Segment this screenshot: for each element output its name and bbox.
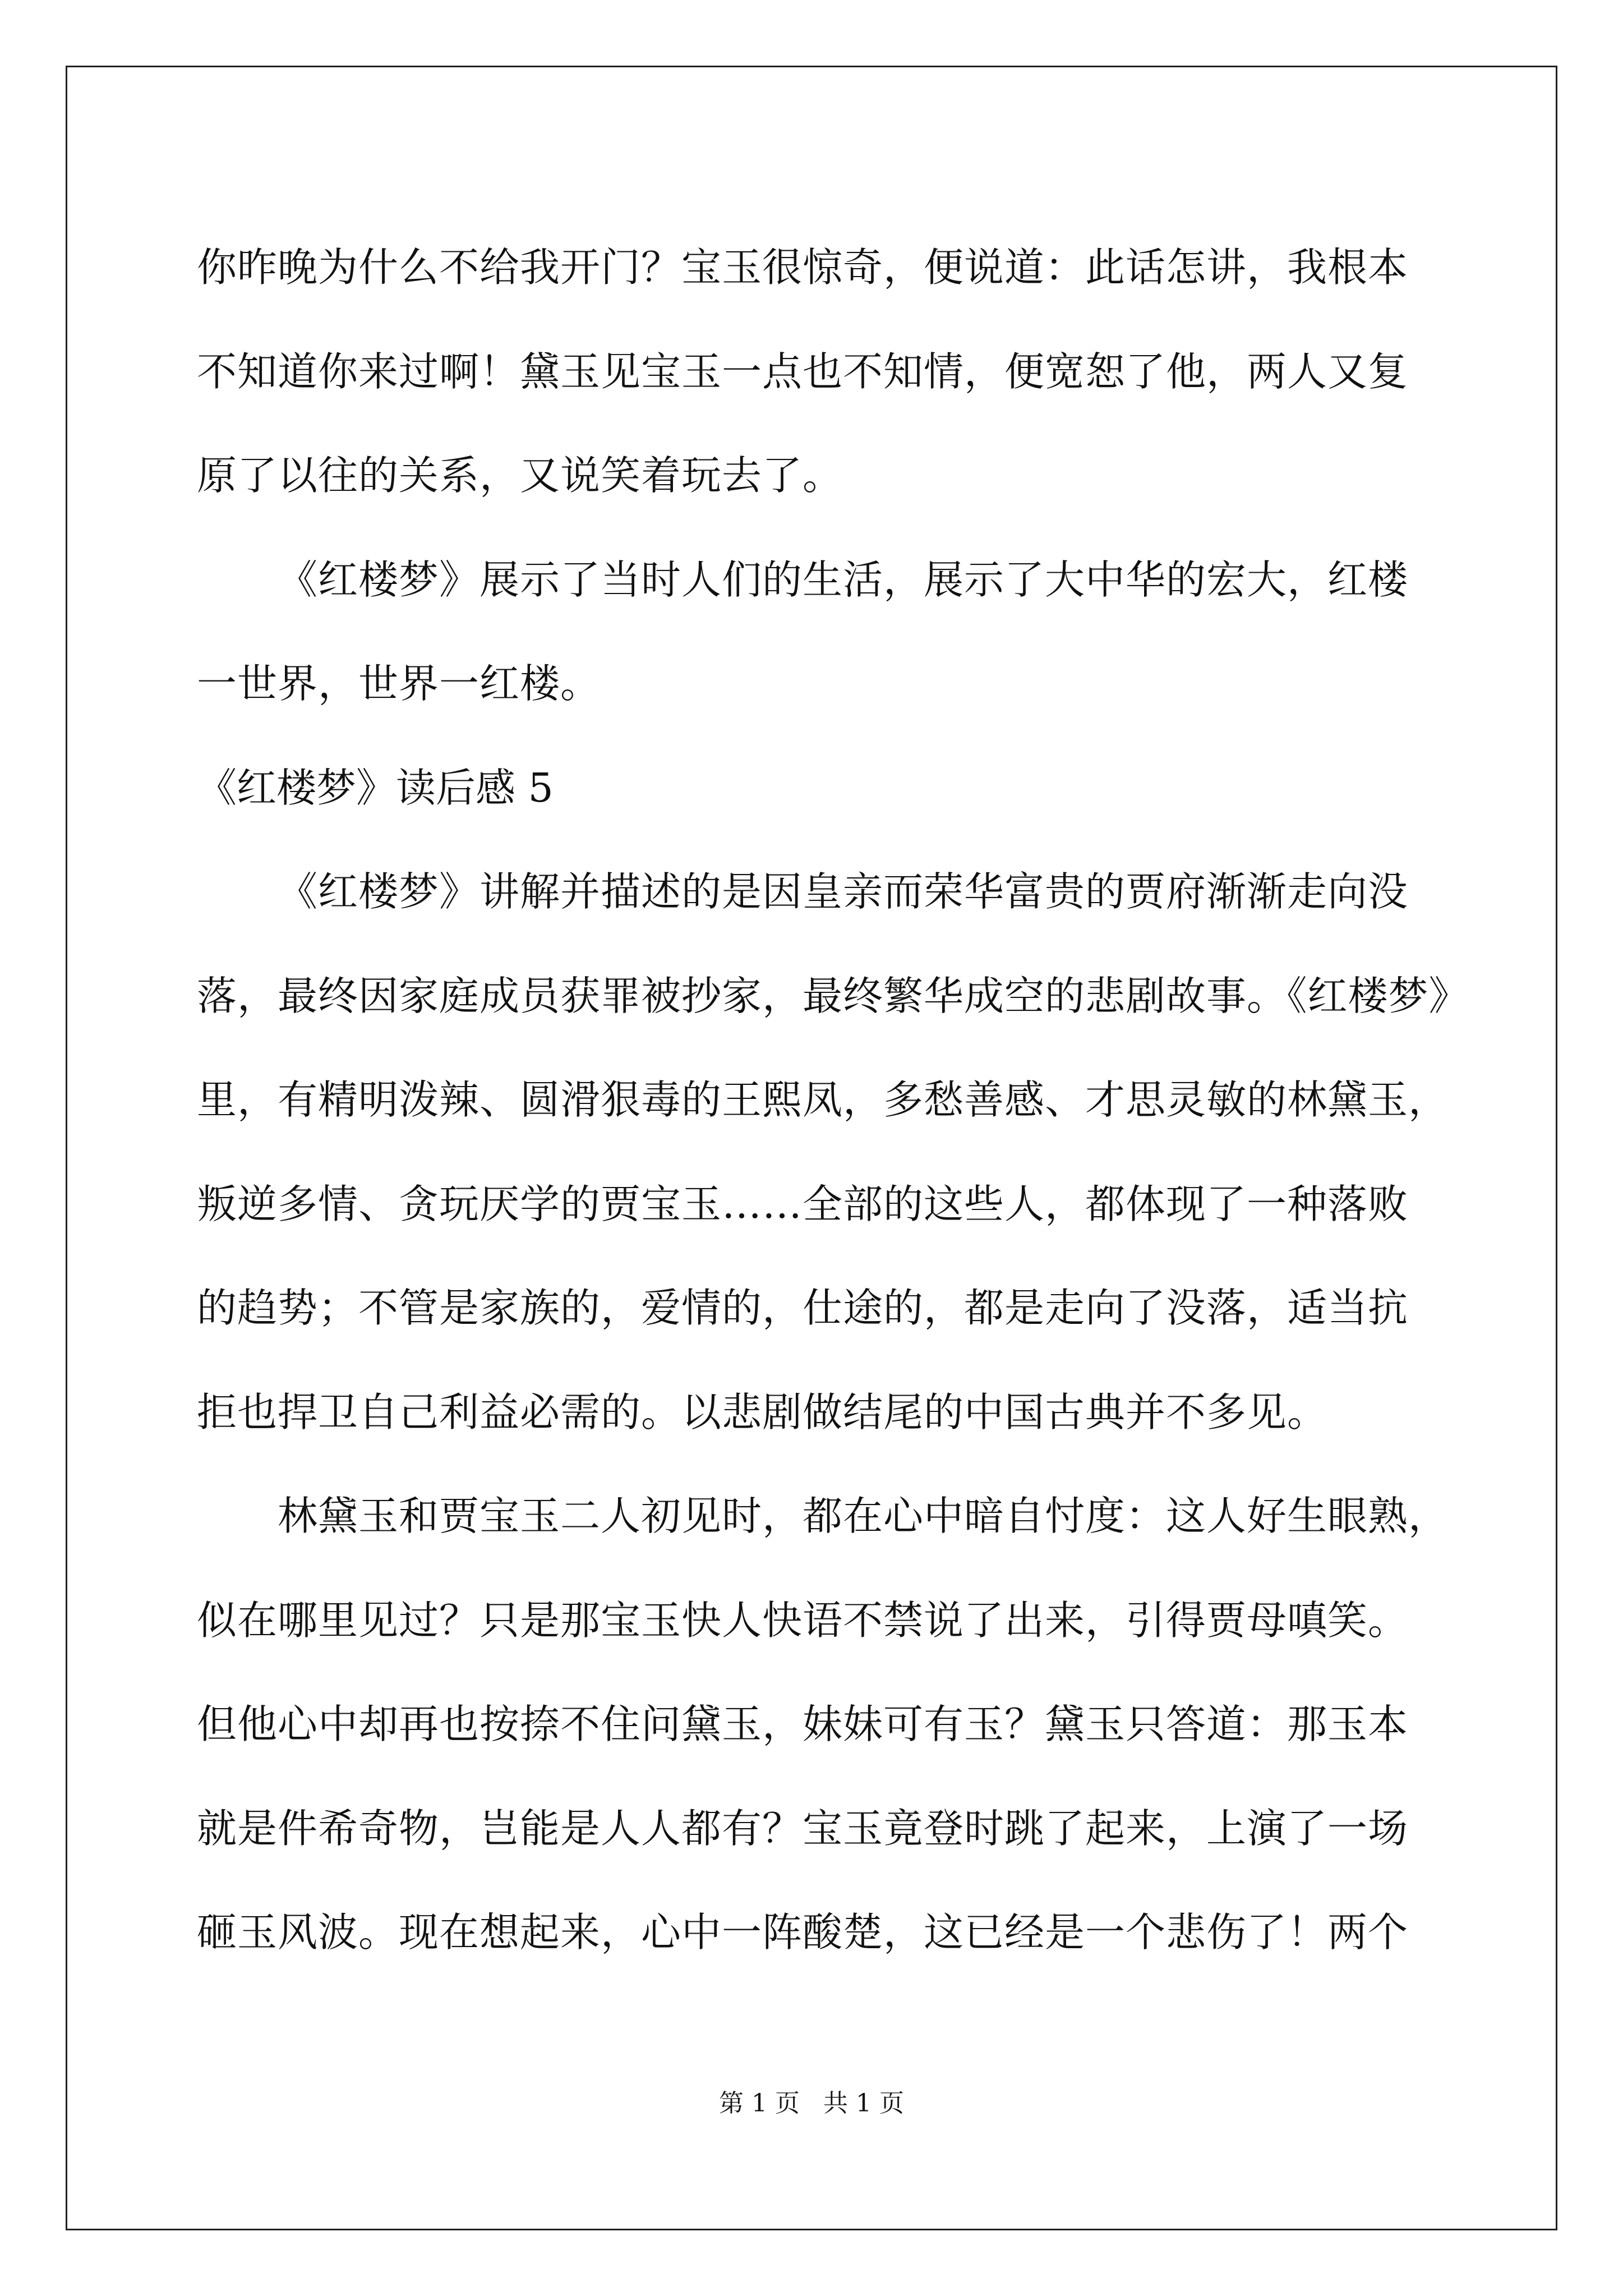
text-line: 你昨晚为什么不给我开门？宝玉很惊奇，便说道：此话怎讲，我根本 xyxy=(197,244,1409,291)
text-line: 似在哪里见过？只是那宝玉快人快语不禁说了出来，引得贾母嗔笑。 xyxy=(197,1596,1409,1644)
paragraph-start-line: 林黛玉和贾宝玉二人初见时，都在心中暗自忖度：这人好生眼熟， xyxy=(278,1493,1449,1539)
text-line: 不知道你来过啊！黛玉见宝玉一点也不知情，便宽恕了他，两人又复 xyxy=(197,348,1409,395)
paragraph-start-line: 《红楼梦》讲解并描述的是因皇亲而荣华富贵的贾府渐渐走向没 xyxy=(278,868,1409,915)
section-heading: 《红楼梦》读后感 5 xyxy=(197,764,554,811)
text-line: 里，有精明泼辣、圆滑狠毒的王熙凤，多愁善感、才思灵敏的林黛玉， xyxy=(197,1076,1449,1123)
page-number-total: 共 1 页 xyxy=(823,2089,904,2118)
text-line: 就是件希奇物，岂能是人人都有？宝玉竟登时跳了起来，上演了一场 xyxy=(197,1805,1409,1852)
page-footer xyxy=(0,2087,1623,2120)
text-line: 拒也捍卫自己利益必需的。以悲剧做结尾的中国古典并不多见。 xyxy=(197,1388,1328,1435)
text-line: 的趋势；不管是家族的，爱情的，仕途的，都是走向了没落，适当抗 xyxy=(197,1285,1409,1331)
document-body xyxy=(197,215,1469,1985)
page-number-current: 第 1 页 xyxy=(719,2089,800,2118)
text-line: 一世界，世界一红楼。 xyxy=(197,660,601,707)
text-line: 原了以往的关系，又说笑着玩去了。 xyxy=(197,452,843,499)
text-line: 叛逆多情、贪玩厌学的贾宝玉……全部的这些人，都体现了一种落败 xyxy=(197,1180,1409,1227)
text-line: 砸玉风波。现在想起来，心中一阵酸楚，这已经是一个悲伤了！两个 xyxy=(197,1909,1409,1955)
text-line: 落，最终因家庭成员获罪被抄家，最终繁华成空的悲剧故事。《红楼梦》 xyxy=(197,972,1469,1019)
text-line: 但他心中却再也按捺不住问黛玉，妹妹可有玉？黛玉只答道：那玉本 xyxy=(197,1701,1409,1747)
paragraph-start-line: 《红楼梦》展示了当时人们的生活，展示了大中华的宏大，红楼 xyxy=(278,556,1409,603)
